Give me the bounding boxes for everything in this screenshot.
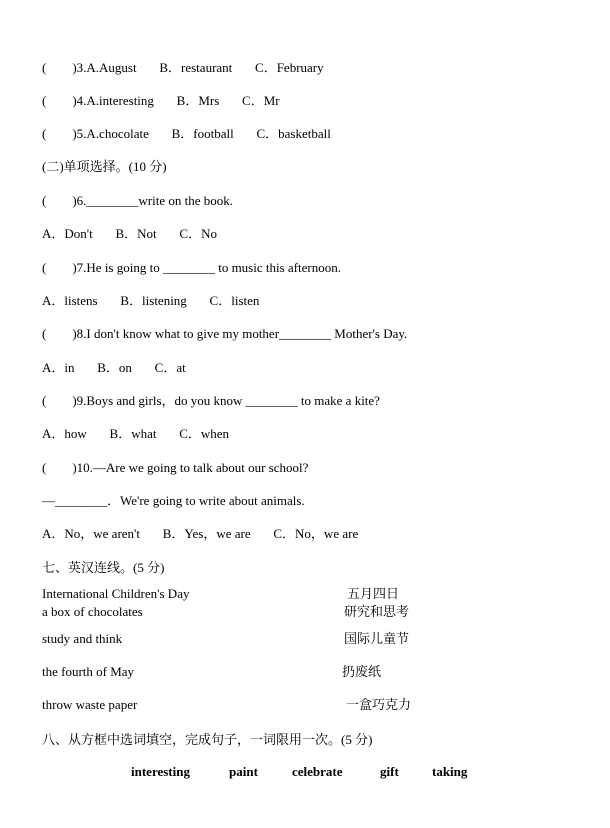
question-8: ( )8.I don't know what to give my mother________ Mother's Day. bbox=[42, 326, 408, 341]
question-6: ( )6.________write on the book. bbox=[42, 193, 234, 208]
question-9-options: A．how B．what C．when bbox=[42, 426, 230, 441]
match-english-1: International Children's Day bbox=[42, 586, 190, 601]
word-box-celebrate: celebrate bbox=[292, 764, 343, 779]
question-3: ( )3.A.August B．restaurant C．February bbox=[42, 60, 324, 75]
question-10-options: A．No，we aren't B．Yes，we are C．No，we are bbox=[42, 526, 359, 541]
question-8-options: A．in B．on C．at bbox=[42, 360, 186, 375]
match-english-2: a box of chocolates bbox=[42, 604, 143, 619]
question-10: ( )10.—Are we going to talk about our school? bbox=[42, 460, 309, 475]
match-english-5: throw waste paper bbox=[42, 697, 138, 712]
question-7-options: A．listens B．listening C．listen bbox=[42, 293, 260, 308]
question-9: ( )9.Boys and girls，do you know ________ to make a kite? bbox=[42, 393, 380, 408]
match-chinese-4: 扔废纸 bbox=[342, 664, 382, 679]
match-chinese-5: 一盒巧克力 bbox=[346, 697, 412, 712]
question-7: ( )7.He is going to ________ to music this afternoon. bbox=[42, 260, 341, 275]
word-box-taking: taking bbox=[432, 764, 468, 779]
question-10-answer: —________．We're going to write about animals. bbox=[42, 493, 305, 508]
match-chinese-2: 研究和思考 bbox=[344, 604, 410, 619]
word-box-paint: paint bbox=[229, 764, 258, 779]
match-english-4: the fourth of May bbox=[42, 664, 135, 679]
match-chinese-3: 国际儿童节 bbox=[344, 631, 410, 646]
question-4: ( )4.A.interesting B．Mrs C．Mr bbox=[42, 93, 280, 108]
question-6-options: A．Don't B．Not C．No bbox=[42, 226, 217, 241]
section-7-title: 七、英汉连线。(5 分) bbox=[42, 560, 165, 575]
word-box-gift: gift bbox=[380, 764, 399, 779]
word-box-interesting: interesting bbox=[131, 764, 190, 779]
match-english-3: study and think bbox=[42, 631, 123, 646]
question-5: ( )5.A.chocolate B．football C．basketball bbox=[42, 126, 331, 141]
section-2-title: (二)单项选择。(10 分) bbox=[42, 159, 167, 174]
section-8-title: 八、从方框中选词填空，完成句子，一词限用一次。(5 分) bbox=[42, 732, 373, 747]
match-chinese-1: 五月四日 bbox=[347, 586, 400, 601]
